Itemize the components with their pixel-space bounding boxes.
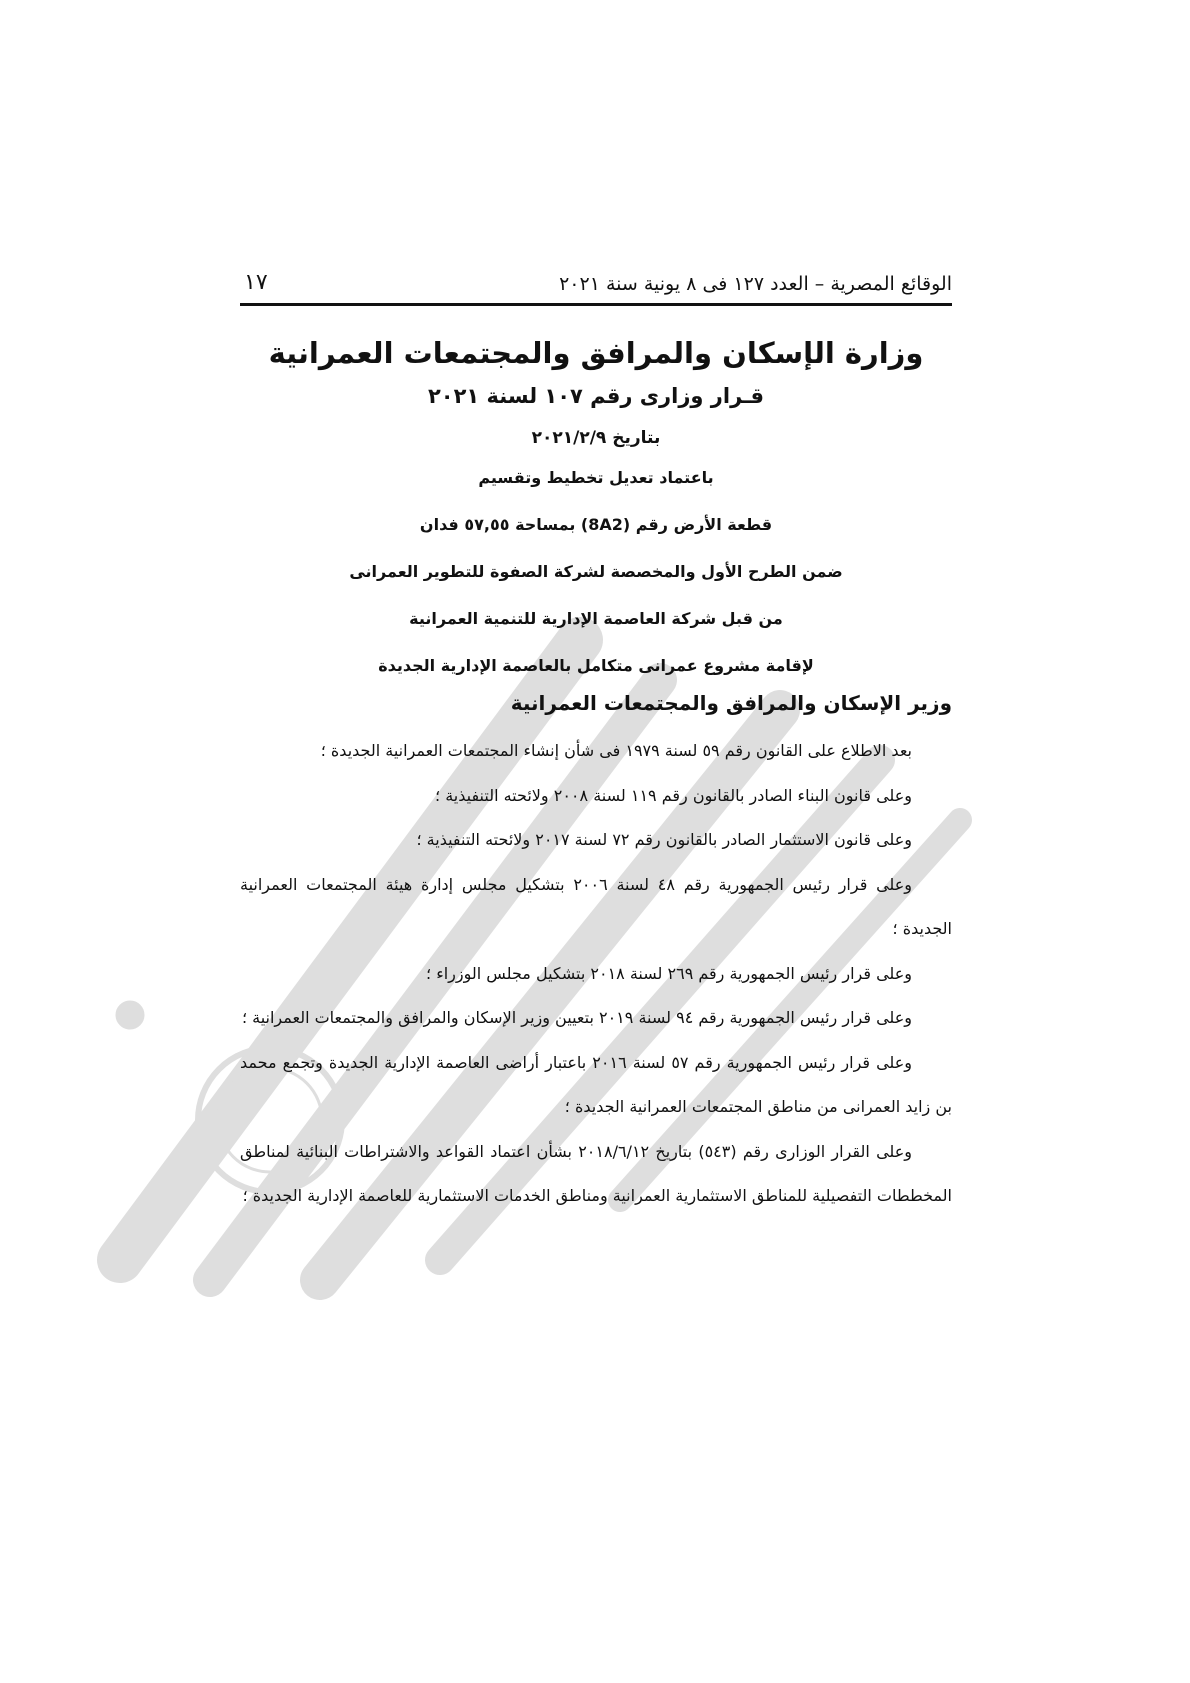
preamble-paragraph: وعلى قرار رئيس الجمهورية رقم ٥٧ لسنة ٢٠١٦ باعتبار أراضى العاصمة الإدارية الجديدة وتجمع محمد بن زايد العمرانى من مناطق المجتمعات العمرانية الجديدة ؛ <box>240 1052 952 1116</box>
decree-date: بتاريخ ٢٠٢١/٢/٩ <box>531 428 661 448</box>
preamble-paragraph: وعلى قرار رئيس الجمهورية رقم ٢٦٩ لسنة ٢٠١٨ بتشكيل مجلس الوزراء ؛ <box>426 963 912 983</box>
decree-title: قـرار وزارى رقم ١٠٧ لسنة ٢٠٢١ <box>427 384 765 408</box>
gazette-issue-line: الوقائع المصرية – العدد ١٢٧ فى ٨ يونية سنة ٢٠٢١ <box>559 273 952 295</box>
subject-line: قطعة الأرض رقم (8A2) بمساحة ٥٧,٥٥ فدان <box>419 515 773 534</box>
preamble-paragraph: وعلى قرار رئيس الجمهورية رقم ٤٨ لسنة ٢٠٠٦ بتشكيل مجلس إدارة هيئة المجتمعات العمرانية الجديدة ؛ <box>240 874 952 938</box>
watermark-dot <box>116 1001 144 1029</box>
page-number: ١٧ <box>244 270 268 295</box>
decree-subject <box>240 454 952 689</box>
gazette-page <box>240 270 952 1219</box>
subject-line: لإقامة مشروع عمرانى متكامل بالعاصمة الإدارية الجديدة <box>378 656 814 675</box>
preamble-paragraph: وعلى قرار رئيس الجمهورية رقم ٩٤ لسنة ٢٠١٩ بتعيين وزير الإسكان والمرافق والمجتمعات العمرانية ؛ <box>241 1008 912 1027</box>
subject-line: ضمن الطرح الأول والمخصصة لشركة الصفوة للتطوير العمرانى <box>349 562 843 581</box>
subject-line: باعتماد تعديل تخطيط وتقسيم <box>478 468 714 487</box>
subject-line: من قبل شركة العاصمة الإدارية للتنمية العمرانية <box>409 609 783 628</box>
preamble-paragraph: وعلى قانون الاستثمار الصادر بالقانون رقم ٧٢ لسنة ٢٠١٧ ولائحته التنفيذية ؛ <box>416 830 912 849</box>
page-header <box>240 270 952 306</box>
preamble-paragraph: وعلى قانون البناء الصادر بالقانون رقم ١١٩ لسنة ٢٠٠٨ ولائحته التنفيذية ؛ <box>435 785 912 805</box>
preamble-paragraph: وعلى القرار الوزارى رقم (٥٤٣) بتاريخ ٢٠١٨/٦/١٢ بشأن اعتماد القواعد والاشتراطات البنائية لمناطق المخططات التفصيلية للمناطق الاستثمارية العمرانية ومناطق الخدمات الاستثمارية للعاصمة الإدارية الجديدة ؛ <box>240 1141 952 1205</box>
minister-heading: وزير الإسكان والمرافق والمجتمعات العمرانية <box>510 691 952 715</box>
preamble-paragraph: بعد الاطلاع على القانون رقم ٥٩ لسنة ١٩٧٩ فى شأن إنشاء المجتمعات العمرانية الجديدة ؛ <box>320 741 912 760</box>
preamble-body <box>240 729 952 1219</box>
ministry-title: وزارة الإسكان والمرافق والمجتمعات العمرانية <box>268 336 924 370</box>
